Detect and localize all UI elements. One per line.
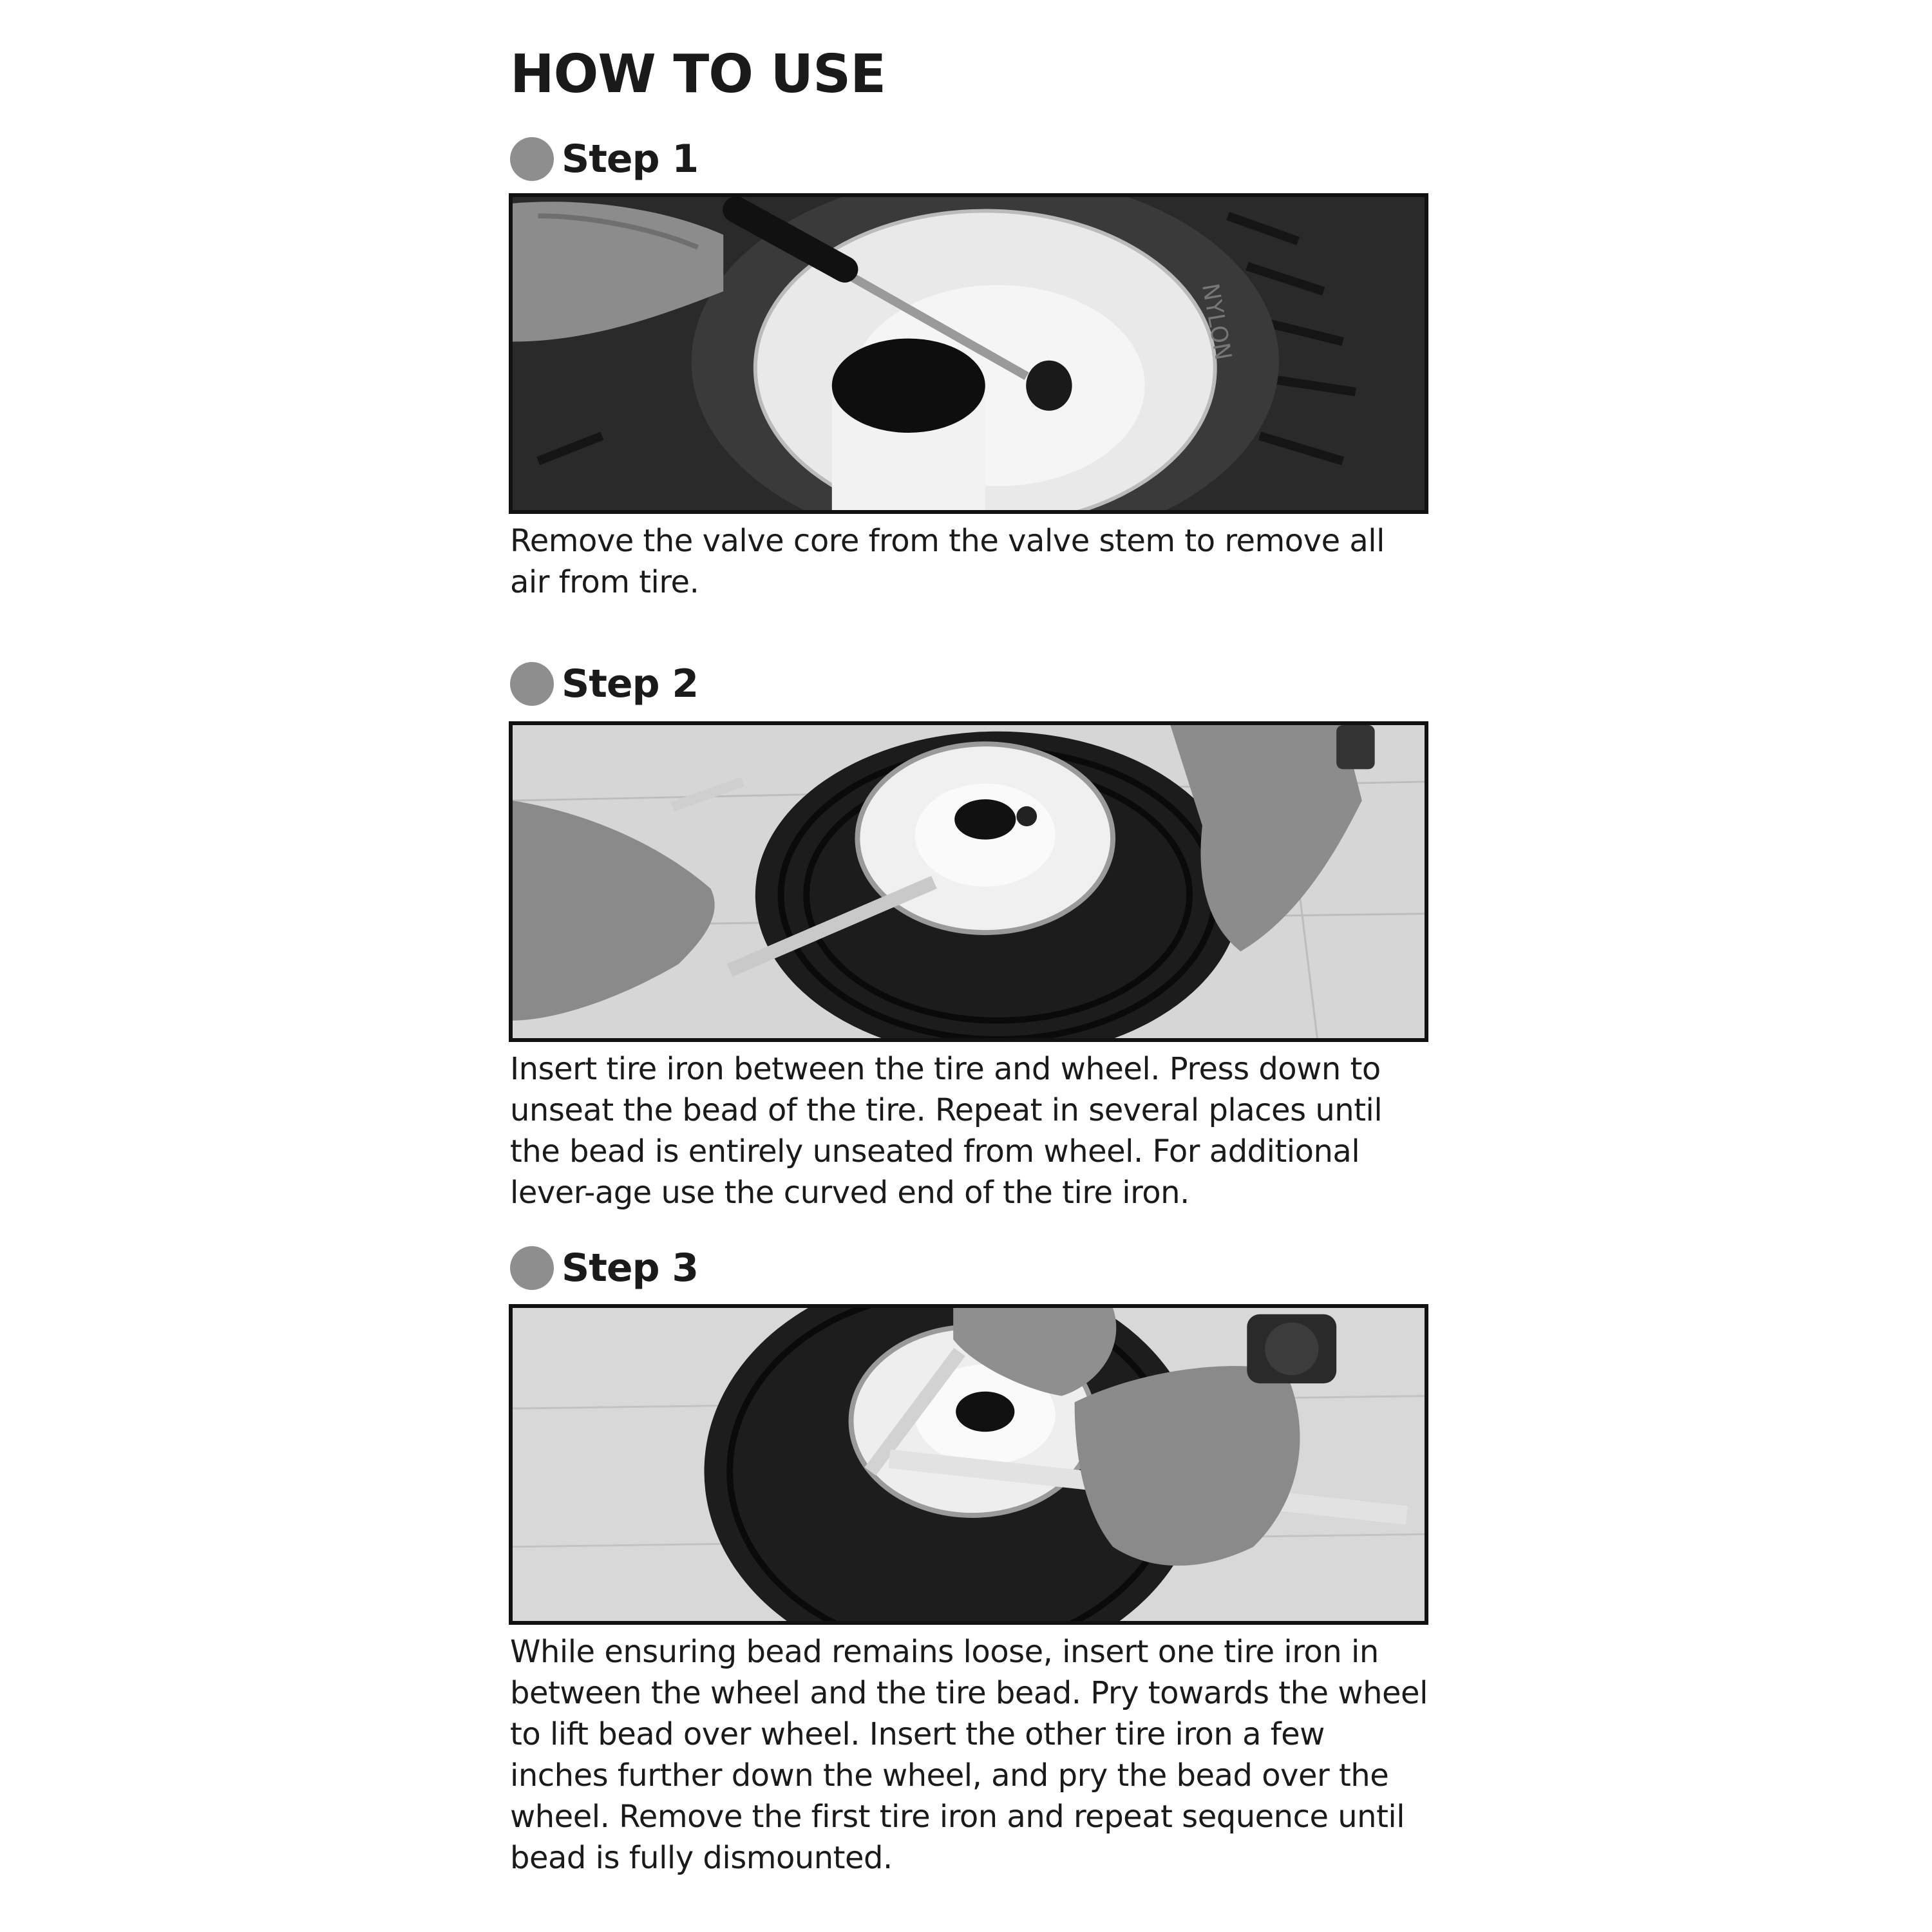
step-2-bullet-icon	[510, 662, 554, 706]
step-3-bullet-icon	[510, 1246, 554, 1290]
step-1-illustration	[513, 197, 1425, 510]
step-1-header	[510, 137, 698, 182]
step-2-photo	[509, 721, 1428, 1042]
step-3-photo	[509, 1304, 1428, 1625]
step-1-label: Step 1	[562, 137, 699, 182]
step-3-description: While ensuring bead remains loose, insert one tire iron in between the wheel and the tire bead. Pry towards the wheel to lift bead over wheel. Insert the other tire iron a few inches further down the wheel, and pry the bead over the wheel. Remove the first tire iron and repeat sequence until bead is fully dismounted.	[510, 1634, 1428, 1876]
step-1-photo	[509, 193, 1428, 514]
step-1-bullet-icon	[510, 137, 554, 181]
step-2-label: Step 2	[562, 661, 699, 706]
step-3-header	[510, 1245, 698, 1291]
step-1-description: Remove the valve core from the valve stem to remove all air from tire.	[510, 523, 1385, 600]
step-3-illustration	[513, 1308, 1425, 1621]
svg-text:NYLON: NYLON	[1196, 281, 1236, 363]
step-2-illustration	[513, 725, 1425, 1038]
step-2-description: Insert tire iron between the tire and wheel. Press down to unseat the bead of the tire. Repeat in several places until the bead is entirely unseated from wheel. For additional lever-age use the curved end of the tire iron.	[510, 1051, 1383, 1211]
step-3-label: Step 3	[562, 1245, 699, 1291]
step-2-header	[510, 661, 698, 706]
page-title: HOW TO USE	[510, 44, 886, 105]
